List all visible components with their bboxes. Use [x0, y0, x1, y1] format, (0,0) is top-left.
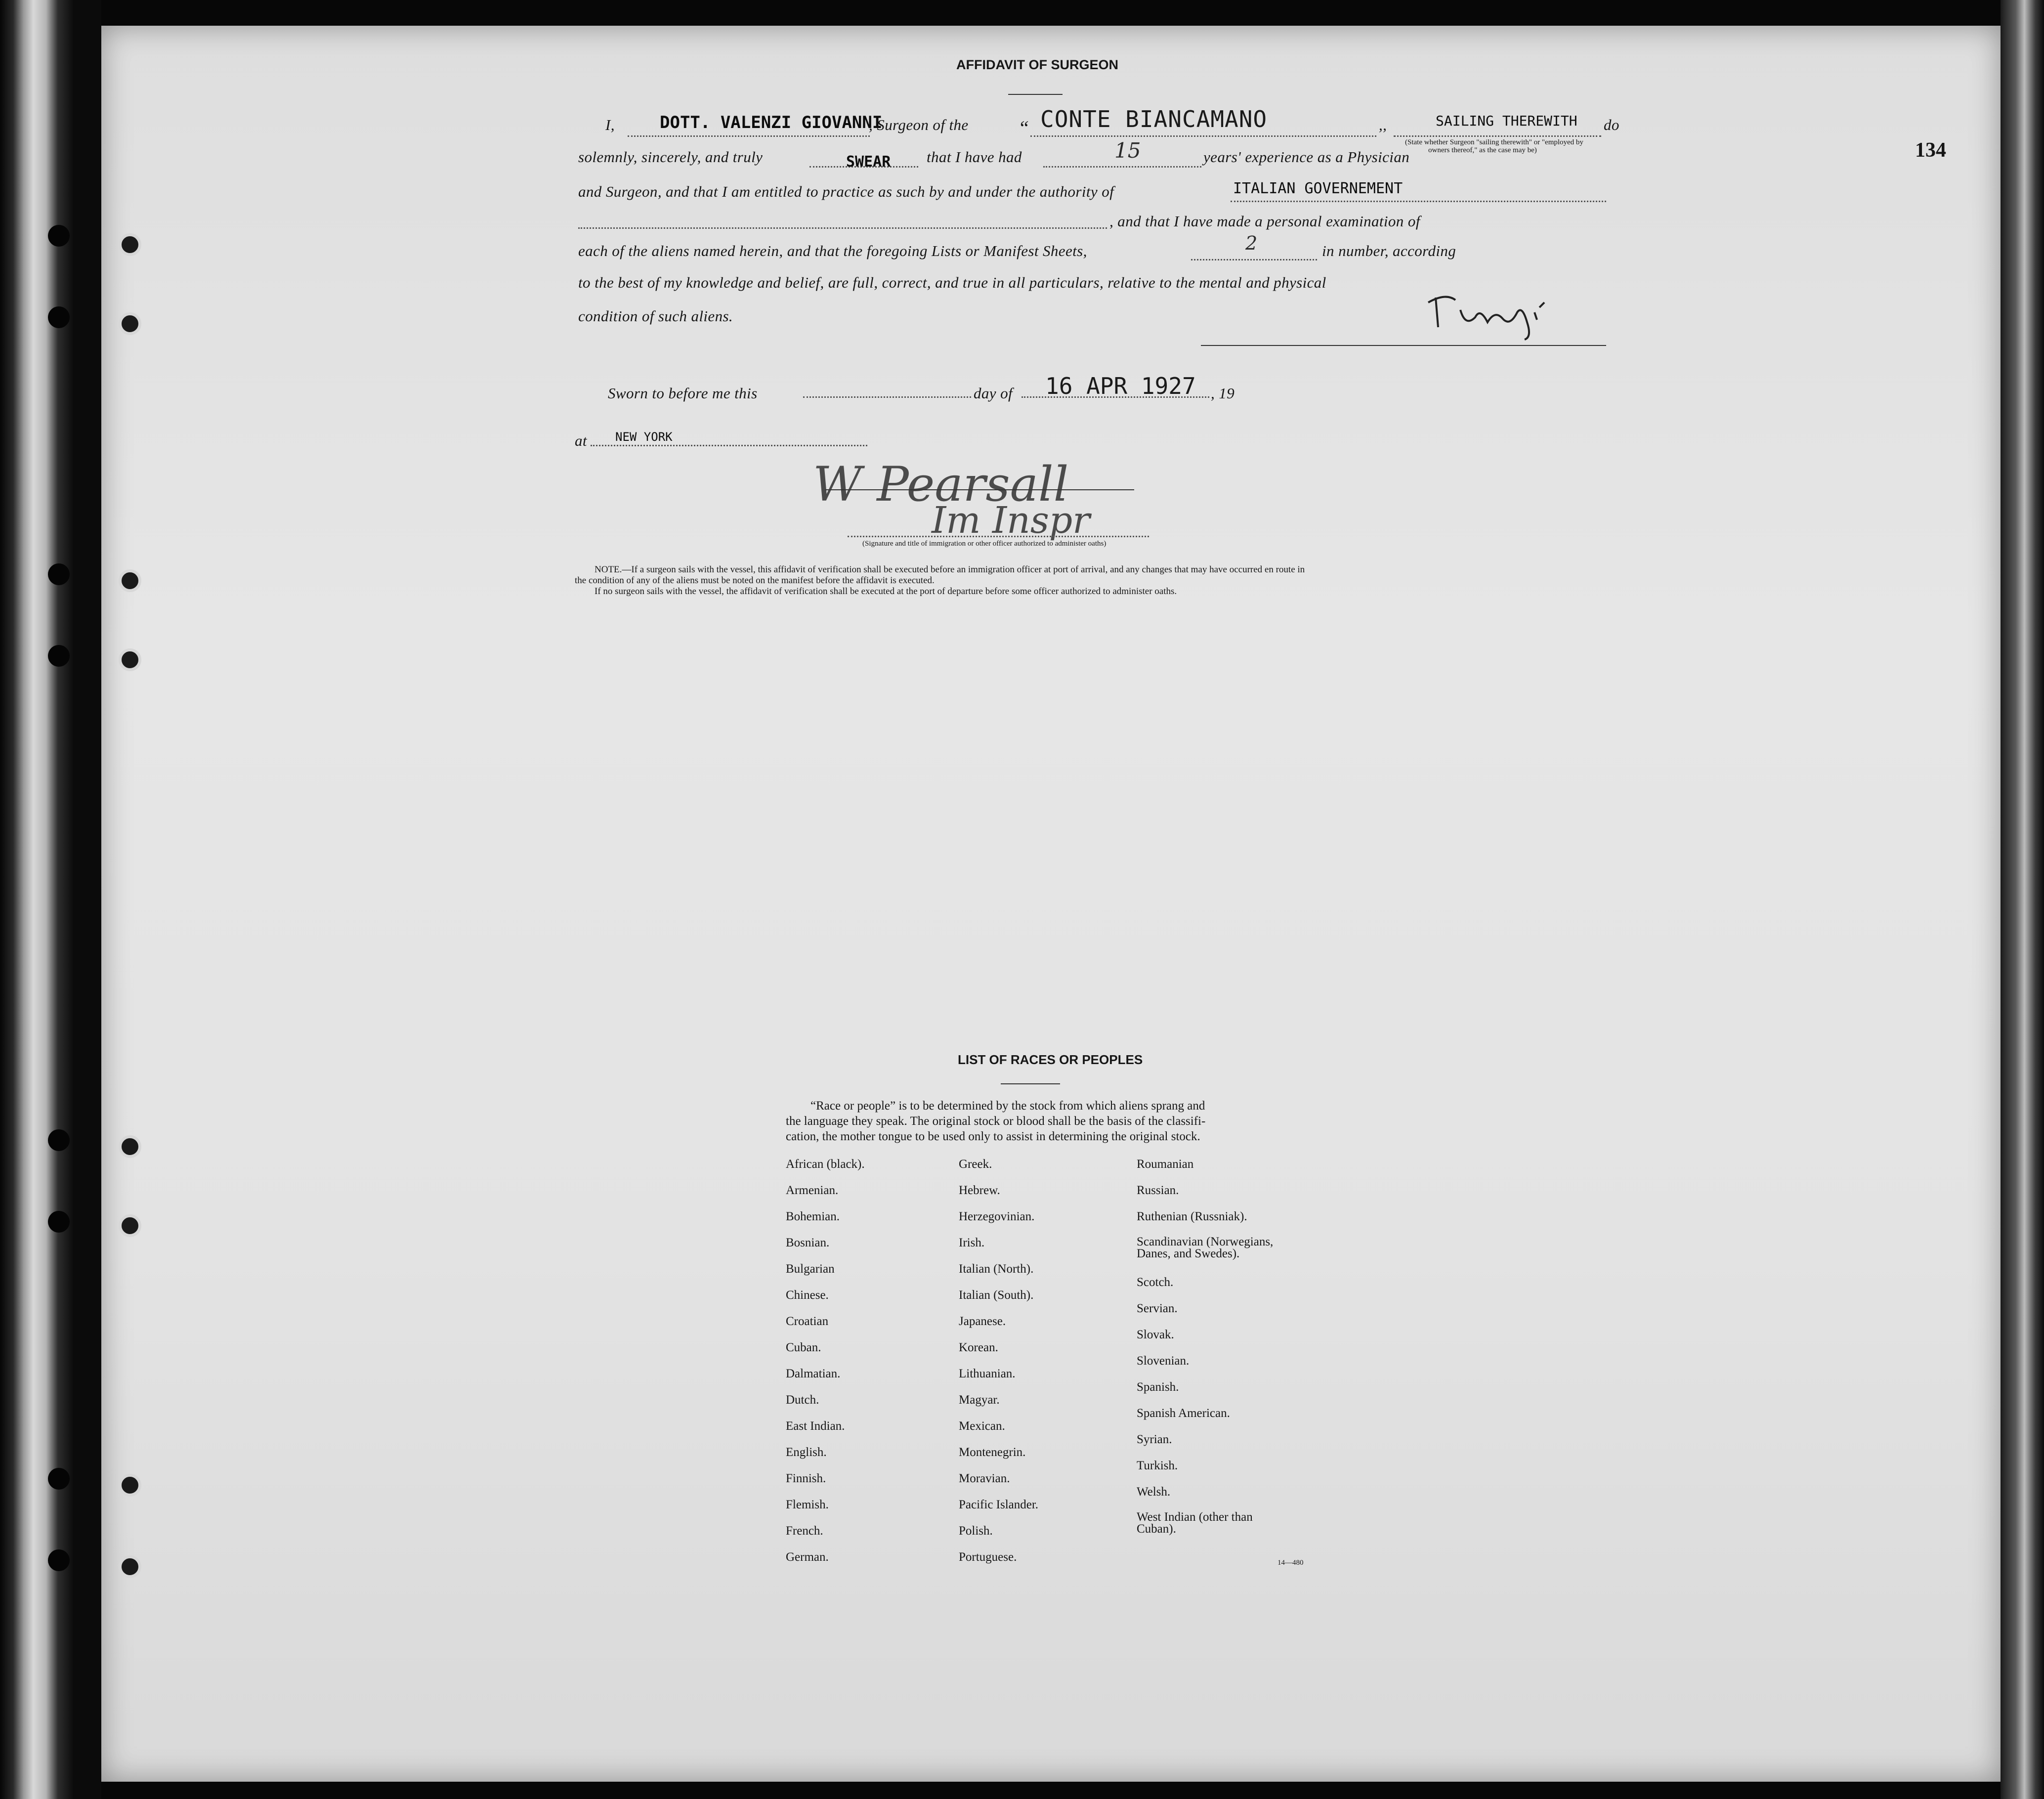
oath-type: SWEAR	[846, 153, 891, 171]
race-item: Spanish American.	[1137, 1407, 1230, 1420]
race-item: Cuban.	[786, 1341, 821, 1354]
surgeon-signature-line	[1201, 345, 1606, 346]
authority-line	[1231, 201, 1606, 202]
officer-caption: (Signature and title of immigration or other officer authorized to administer oaths)	[862, 540, 1107, 548]
text-personal-exam: , and that I have made a personal examination of	[1109, 213, 1420, 230]
race-item: Chinese.	[786, 1288, 829, 1302]
surgeon-status: SAILING THEREWITH	[1436, 113, 1577, 129]
race-item: Lithuanian.	[959, 1367, 1016, 1380]
status-hint-line2: owners thereof," as the case may be)	[1428, 146, 1537, 154]
officer-title-line	[848, 536, 1149, 537]
grommet-hole	[119, 233, 141, 256]
race-item: West Indian (other than Cuban).	[1137, 1510, 1253, 1536]
race-item: Herzegovinian.	[959, 1210, 1035, 1223]
binder-hole	[48, 645, 70, 667]
race-item: Bohemian.	[786, 1210, 840, 1223]
grommet-hole	[119, 569, 141, 592]
grommet-hole	[119, 648, 141, 671]
grommet-hole	[119, 312, 141, 335]
race-item: Polish.	[959, 1524, 993, 1538]
authority: ITALIAN GOVERNEMENT	[1233, 180, 1403, 197]
race-item: Scotch.	[1137, 1276, 1174, 1289]
sworn-day-line	[803, 396, 971, 398]
note-line3: If no surgeon sails with the vessel, the affidavit of verification shall be executed at the port of departure before some officer authorized to administer oaths.	[595, 586, 1177, 597]
race-item: Hebrew.	[959, 1184, 1000, 1197]
note-line2: the condition of any of the aliens must be noted on the manifest before the affidavit is executed.	[575, 575, 935, 586]
race-item: Italian (North).	[959, 1262, 1034, 1276]
race-item: Dutch.	[786, 1393, 819, 1407]
race-item: Dalmatian.	[786, 1367, 841, 1380]
document-page	[101, 26, 2001, 1782]
race-item: Armenian.	[786, 1184, 839, 1197]
race-item: English.	[786, 1446, 827, 1459]
surgeon-name: DOTT. VALENZI GIOVANNI	[660, 113, 883, 132]
form-number: 14—480	[1278, 1559, 1304, 1567]
place-line	[591, 445, 867, 446]
sworn-place: NEW YORK	[615, 430, 673, 444]
races-col2	[959, 1157, 1038, 1577]
race-item: Bosnian.	[786, 1236, 830, 1249]
race-item: German.	[786, 1550, 829, 1564]
races-intro-line2: the language they speak. The original stock or blood shall be the basis of the classifi-	[786, 1114, 1206, 1128]
race-item: French.	[786, 1524, 823, 1538]
ship-name: CONTE BIANCAMANO	[1040, 106, 1268, 132]
sworn-date: 16 APR 1927	[1045, 373, 1196, 399]
race-item: Bulgarian	[786, 1262, 835, 1276]
grommet-hole	[119, 1555, 141, 1578]
sworn-label: Sworn to before me this	[608, 385, 758, 402]
open-quote: “	[1018, 117, 1029, 139]
text-best-knowledge: to the best of my knowledge and belief, are full, correct, and true in all particulars, relative to the mental and physical	[578, 274, 1326, 291]
race-item: Irish.	[959, 1236, 985, 1249]
text-years: years' experience as a Physician	[1203, 148, 1410, 166]
officer-signature: W Pearsall	[813, 457, 1069, 512]
sheets-count: 2	[1245, 232, 1258, 254]
race-item: Slovenian.	[1137, 1354, 1190, 1368]
races-intro-line1: “Race or people” is to be determined by the stock from which aliens sprang and	[810, 1099, 1205, 1113]
grommet-hole	[119, 1474, 141, 1497]
page-number: 134	[1915, 139, 1946, 162]
status-line	[1394, 135, 1601, 137]
race-item: Italian (South).	[959, 1288, 1034, 1302]
race-item: Japanese.	[959, 1315, 1006, 1328]
binder-hole	[48, 306, 70, 328]
race-item: Turkish.	[1137, 1459, 1178, 1472]
affidavit-title: AFFIDAVIT OF SURGEON	[956, 57, 1118, 72]
note-line1: NOTE.—If a surgeon sails with the vessel, this affidavit of verification shall be executed before an immigration officer at port of arrival, and any changes that may have occurred en route in	[595, 564, 1305, 575]
text-i: I,	[605, 116, 615, 133]
race-item: Scandinavian (Norwegians, Danes, and Swedes).	[1137, 1235, 1274, 1260]
race-item: Korean.	[959, 1341, 998, 1354]
text-surgeon-of: , Surgeon of the	[869, 116, 969, 133]
year-label: , 19	[1211, 385, 1235, 402]
race-item: Spanish.	[1137, 1380, 1179, 1394]
text-solemnly: solemnly, sincerely, and truly	[578, 148, 763, 166]
race-item: Ruthenian (Russniak).	[1137, 1210, 1247, 1223]
authority-line-2	[578, 227, 1107, 229]
binder-hole	[48, 1468, 70, 1490]
race-item: Servian.	[1137, 1302, 1178, 1315]
text-condition: condition of such aliens.	[578, 307, 733, 325]
race-item: Greek.	[959, 1157, 992, 1171]
binding-edge	[0, 0, 74, 1799]
text-each-alien: each of the aliens named herein, and that the foregoing Lists or Manifest Sheets,	[578, 242, 1087, 259]
race-item: Croatian	[786, 1315, 829, 1328]
grommet-hole	[119, 1135, 141, 1158]
races-col3	[1137, 1157, 1273, 1541]
race-item: Roumanian	[1137, 1157, 1194, 1171]
race-item: Welsh.	[1137, 1485, 1171, 1499]
officer-title: Im Inspr	[932, 499, 1090, 542]
ship-line	[1030, 135, 1376, 137]
binder-hole	[48, 225, 70, 247]
race-item: Slovak.	[1137, 1328, 1174, 1341]
races-title-underline	[1001, 1083, 1060, 1084]
binder-hole	[48, 1549, 70, 1571]
name-line	[628, 135, 870, 137]
race-item: Pacific Islander.	[959, 1498, 1039, 1511]
grommet-hole	[119, 1214, 141, 1237]
close-quote-comma: ,,	[1379, 116, 1387, 133]
at-label: at	[575, 432, 587, 449]
race-item: African (black).	[786, 1157, 865, 1171]
race-item: Montenegrin.	[959, 1446, 1026, 1459]
officer-signature-line	[825, 489, 1134, 490]
page-right-edge	[2001, 0, 2044, 1799]
sheets-line	[1191, 259, 1317, 260]
race-item: Finnish.	[786, 1472, 826, 1485]
races-title: LIST OF RACES OR PEOPLES	[958, 1052, 1143, 1067]
race-item: Flemish.	[786, 1498, 829, 1511]
binder-hole	[48, 1211, 70, 1233]
text-have-had: that I have had	[927, 148, 1022, 166]
race-item: Magyar.	[959, 1393, 1000, 1407]
binding-gutter	[74, 0, 101, 1799]
text-do: do	[1604, 116, 1619, 133]
races-intro-line3: cation, the mother tongue to be used only to assist in determining the original stock.	[786, 1130, 1200, 1143]
day-label: day of	[974, 385, 1013, 402]
years-experience: 15	[1114, 138, 1141, 163]
races-col1	[786, 1157, 865, 1577]
years-line	[1043, 166, 1201, 168]
race-item: Russian.	[1137, 1184, 1179, 1197]
surgeon-signature	[1327, 283, 1633, 342]
status-hint-line1: (State whether Surgeon "sailing therewith" or "employed by	[1405, 138, 1583, 146]
race-item: Syrian.	[1137, 1433, 1172, 1446]
text-and-surgeon: and Surgeon, and that I am entitled to practice as such by and under the authority of	[578, 183, 1114, 200]
race-item: East Indian.	[786, 1419, 845, 1433]
race-item: Portuguese.	[959, 1550, 1017, 1564]
title-underline	[1008, 94, 1063, 95]
race-item: Mexican.	[959, 1419, 1005, 1433]
race-item: Moravian.	[959, 1472, 1010, 1485]
binder-hole	[48, 1129, 70, 1151]
binder-hole	[48, 563, 70, 585]
text-in-number: in number, according	[1322, 242, 1456, 259]
